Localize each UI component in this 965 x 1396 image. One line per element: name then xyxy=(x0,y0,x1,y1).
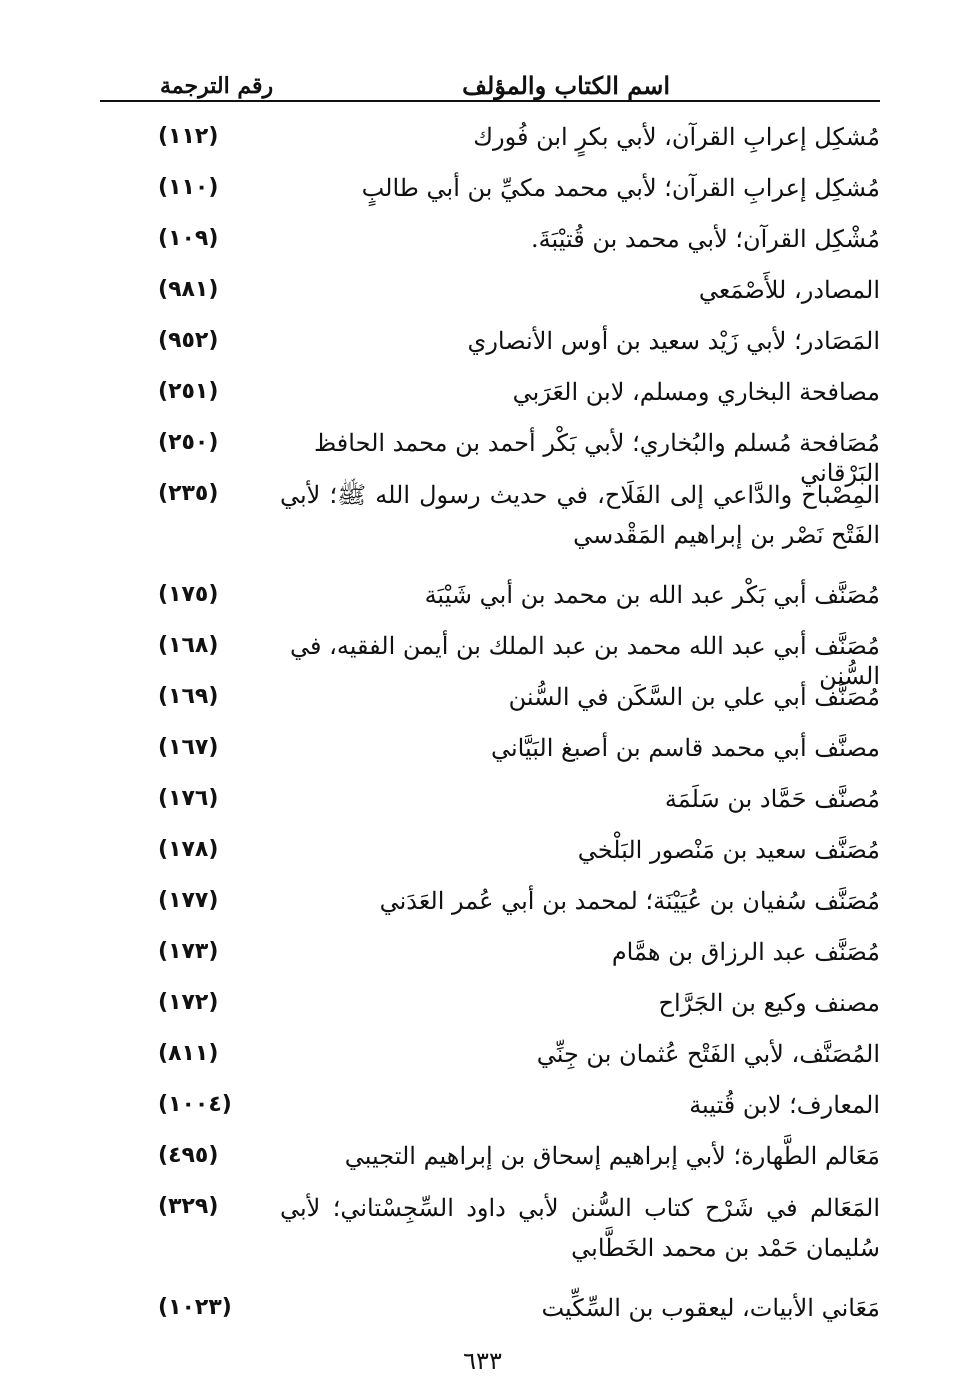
entry-number: (١١٢) xyxy=(158,124,219,149)
list-item xyxy=(100,876,880,927)
list-item xyxy=(100,978,880,1029)
entry-number: (١٠٠٤) xyxy=(158,1092,232,1117)
table-header xyxy=(100,62,880,102)
entry-title: مُشْكِل القرآن؛ لأبي محمد بن قُتيْبَةَ. xyxy=(531,225,880,253)
list-item xyxy=(100,214,880,265)
entry-title: المَعَالم في شَرْح كتاب السُّنن لأبي داود السِّجِسْتاني؛ لأبي سُليمان حَمْد بن محمد الخَطَّابي xyxy=(280,1194,880,1262)
entry-number: (٣٢٩) xyxy=(158,1194,219,1219)
entry-number: (١٧٣) xyxy=(158,939,219,964)
list-item xyxy=(100,265,880,316)
entry-title: مصنَّف أبي محمد قاسم بن أصبغ البَيَّاني xyxy=(490,734,880,762)
entry-title: مَعَالم الطَّهارة؛ لأبي إبراهيم إسحاق بن إبراهيم التجيبي xyxy=(344,1142,880,1170)
list-item xyxy=(100,621,880,690)
entry-title: مُصَنَّف عبد الرزاق بن همَّام xyxy=(611,938,880,966)
list-item xyxy=(100,1182,880,1283)
entry-title: مُصَنَّف سعيد بن مَنْصور البَلْخي xyxy=(577,836,880,864)
entry-number: (١٧٧) xyxy=(158,888,219,913)
entry-number: (١٧٥) xyxy=(158,582,219,607)
entry-number: (٩٨١) xyxy=(158,277,219,302)
list-item xyxy=(100,1029,880,1080)
header-title: اسم الكتاب والمؤلف xyxy=(462,71,670,100)
entry-title: مصافحة البخاري ومسلم، لابن العَرَبي xyxy=(512,378,880,406)
header-number-label: رقم الترجمة xyxy=(160,73,274,99)
list-item xyxy=(100,825,880,876)
list-item xyxy=(100,316,880,367)
entry-title: مُشكِل إعرابِ القرآن؛ لأبي محمد مكيِّ بن أبي طالبٍ xyxy=(361,174,880,202)
entry-title: مُصَافحة مُسلم والبُخاري؛ لأبي بَكْر أحمد بن محمد الحافظ البَرْقاني xyxy=(314,429,880,487)
list-item xyxy=(100,163,880,214)
entry-title: مُصنَّف حَمَّاد بن سَلَمَة xyxy=(664,785,880,813)
list-item xyxy=(100,112,880,163)
entry-number: (١٦٩) xyxy=(158,684,219,709)
list-item xyxy=(100,418,880,487)
entry-title: المَصَادر؛ لأبي زَيْد سعيد بن أوس الأنصاري xyxy=(467,327,880,355)
entry-title: مُصَنَّف أبي عبد الله محمد بن عبد الملك بن أيمن الفقيه، في السُّنن xyxy=(290,632,880,690)
entry-title: مَعَاني الأبيات، ليعقوب بن السِّكِّيت xyxy=(541,1294,880,1322)
entry-number: (١٦٧) xyxy=(158,735,219,760)
entry-number: (٢٣٥) xyxy=(158,481,219,506)
entry-number: (١٧٨) xyxy=(158,837,219,862)
list-item xyxy=(100,1080,880,1131)
entry-number: (١١٠) xyxy=(158,175,219,200)
entry-number: (٢٥١) xyxy=(158,379,219,404)
list-item xyxy=(100,927,880,978)
page-number: ٦٣٣ xyxy=(463,1347,502,1375)
entry-number: (٢٥٠) xyxy=(158,430,219,455)
entry-number: (١٧٢) xyxy=(158,990,219,1015)
entry-title: مصنف وكيع بن الجَرَّاح xyxy=(658,989,880,1017)
list-item xyxy=(100,672,880,723)
list-item xyxy=(100,570,880,621)
entry-number: (١٧٦) xyxy=(158,786,219,811)
entry-number: (٨١١) xyxy=(158,1041,219,1066)
entry-number: (٩٥٢) xyxy=(158,328,219,353)
entry-title: المُصَنَّف، لأبي الفَتْح عُثمان بن جِنِّي xyxy=(536,1040,880,1068)
entries-list xyxy=(100,112,880,1334)
entry-title: المصادر، للأَصْمَعي xyxy=(698,276,880,304)
entry-number: (٤٩٥) xyxy=(158,1143,219,1168)
list-item xyxy=(100,367,880,418)
list-item xyxy=(100,469,880,570)
list-item xyxy=(100,1283,880,1334)
entry-title: مُصَنَّف سُفيان بن عُيَيْنَة؛ لمحمد بن أبي عُمر العَدَني xyxy=(379,887,880,915)
entry-title: مُشكِل إعرابِ القرآن، لأبي بكرٍ ابن فُورك xyxy=(473,123,880,151)
entry-title: المعارف؛ لابن قُتيبة xyxy=(689,1091,880,1119)
list-item xyxy=(100,723,880,774)
entry-title: المِصْباح والدَّاعي إلى الفَلَاح، في حديث رسول الله ﷺ؛ لأبي الفَتْح نَصْر بن إبراهيم المَقْدسي xyxy=(280,481,880,549)
entry-number: (١٦٨) xyxy=(158,633,219,658)
list-item xyxy=(100,1131,880,1182)
list-item xyxy=(100,774,880,825)
entry-number: (١٠٢٣) xyxy=(158,1295,232,1320)
entry-title: مُصَنَّف أبي بَكْر عبد الله بن محمد بن أبي شَيْبَة xyxy=(424,581,880,609)
entry-title: مُصَنَّف أبي علي بن السَّكَن في السُّنن xyxy=(508,683,880,711)
entry-number: (١٠٩) xyxy=(158,226,219,251)
